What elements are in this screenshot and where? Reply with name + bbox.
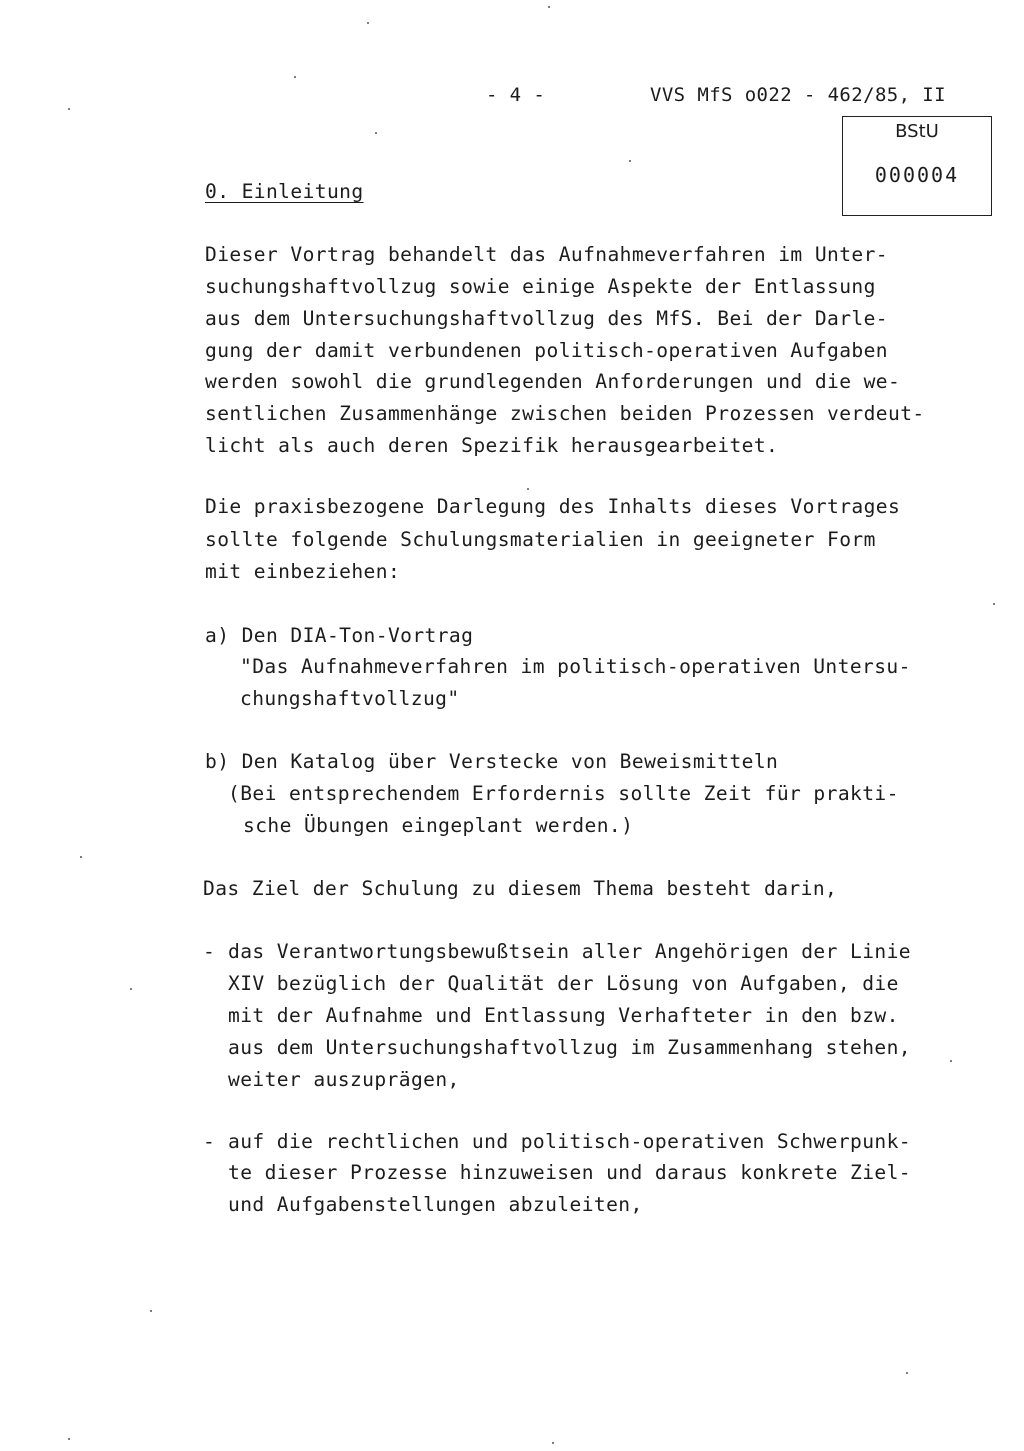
stamp-number: 000004 — [874, 163, 960, 187]
section-heading: 0. Einleitung — [205, 180, 364, 203]
bullet2-line: und Aufgabenstellungen abzuleiten, — [228, 1193, 643, 1216]
scan-speck — [294, 76, 296, 78]
bullet1-line: aus dem Untersuchungshaftvollzug im Zusammenhang stehen, — [228, 1036, 911, 1059]
item-a-line: chungshaftvollzug" — [240, 687, 460, 710]
stamp-label: BStU — [895, 121, 939, 142]
paragraph1-line: licht als auch deren Spezifik herausgearbeitet. — [205, 434, 779, 457]
paragraph1-line: sentlichen Zusammenhänge zwischen beiden Prozessen verdeut- — [205, 402, 925, 425]
bullet-marker: - — [203, 940, 216, 963]
paragraph2-line: sollte folgende Schulungsmaterialien in geeigneter Form — [205, 528, 876, 551]
scan-speck — [950, 1060, 952, 1062]
scan-speck — [906, 1372, 908, 1374]
scan-speck — [130, 988, 132, 990]
paragraph2-line: mit einbeziehen: — [205, 560, 401, 583]
page-number: - 4 - — [486, 84, 546, 106]
paragraph1-line: werden sowohl die grundlegenden Anforderungen und die we- — [205, 370, 901, 393]
document-reference: VVS MfS o022 - 462/85, II — [650, 84, 946, 106]
scan-speck — [68, 1438, 70, 1440]
scan-speck — [68, 108, 70, 110]
item-b-line: sche Übungen eingeplant werden.) — [243, 814, 634, 837]
scan-speck — [80, 856, 82, 858]
paragraph2-line: Die praxisbezogene Darlegung des Inhalts dieses Vortrages — [205, 495, 901, 518]
bullet1-line: XIV bezüglich der Qualität der Lösung von Aufgaben, die — [228, 972, 899, 995]
paragraph1-line: aus dem Untersuchungshaftvollzug des MfS. Bei der Darle- — [205, 307, 888, 330]
bullet1-line: das Verantwortungsbewußtsein aller Angehörigen der Linie — [228, 940, 911, 963]
item-b-line: (Bei entsprechendem Erfordernis sollte Zeit für prakti- — [228, 782, 899, 805]
paragraph1-line: Dieser Vortrag behandelt das Aufnahmeverfahren im Unter- — [205, 243, 888, 266]
archive-stamp — [842, 116, 992, 216]
scan-speck — [150, 1310, 152, 1312]
item-a-line: "Das Aufnahmeverfahren im politisch-operativen Untersu- — [240, 655, 911, 678]
scan-speck — [629, 160, 631, 162]
bullet-marker: - — [203, 1130, 216, 1153]
paragraph1-line: gung der damit verbundenen politisch-operativen Aufgaben — [205, 339, 888, 362]
scan-speck — [367, 22, 369, 24]
scan-speck — [552, 1442, 554, 1444]
item-a-title: a) Den DIA-Ton-Vortrag — [205, 624, 474, 647]
bullet2-line: auf die rechtlichen und politisch-operativen Schwerpunk- — [228, 1130, 911, 1153]
paragraph1-line: suchungshaftvollzug sowie einige Aspekte der Entlassung — [205, 275, 876, 298]
item-b-title: b) Den Katalog über Verstecke von Beweismitteln — [205, 750, 779, 773]
scan-speck — [527, 488, 529, 490]
bullet2-line: te dieser Prozesse hinzuweisen und daraus konkrete Ziel- — [228, 1161, 911, 1184]
goal-intro: Das Ziel der Schulung zu diesem Thema besteht darin, — [203, 877, 838, 900]
scan-speck — [993, 603, 995, 605]
bullet1-line: mit der Aufnahme und Entlassung Verhafteter in den bzw. — [228, 1004, 899, 1027]
scan-speck — [375, 132, 377, 134]
scan-speck — [548, 6, 550, 8]
bullet1-line: weiter auszuprägen, — [228, 1068, 460, 1091]
